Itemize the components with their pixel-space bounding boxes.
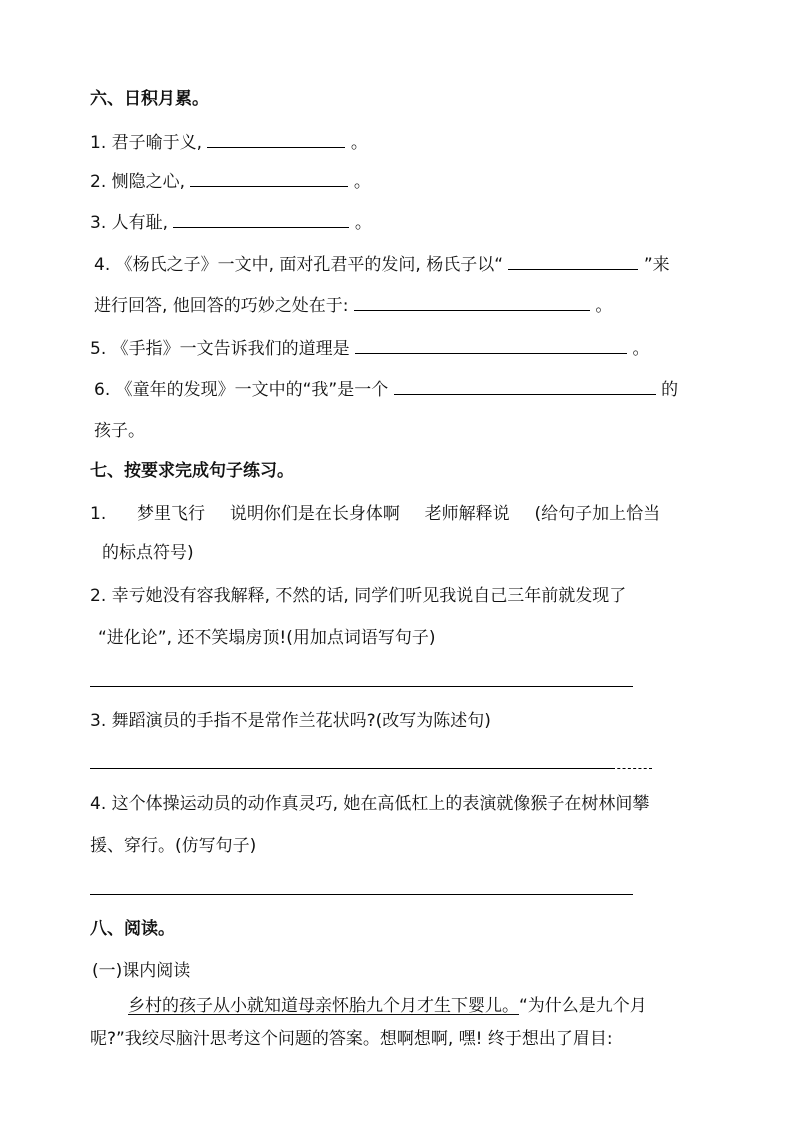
q7-2: 2. 幸亏她没有容我解释, 不然的话, 同学们听见我说自己三年前就发现了 <box>90 586 627 606</box>
reading-paragraph-line1 <box>128 995 647 1017</box>
q6-4-text: 4. 《杨氏之子》一文中, 面对孔君平的发问, 杨氏子以“ <box>94 255 504 275</box>
q6-6-text: 6. 《童年的发现》一文中的“我”是一个 <box>94 380 389 400</box>
q6-4-line2 <box>94 294 612 317</box>
q6-5-end: 。 <box>632 339 650 359</box>
q6-2 <box>90 170 371 193</box>
q7-1-line2: 的标点符号) <box>102 543 194 563</box>
answer-line-dashed-end <box>612 768 652 769</box>
answer-blank[interactable] <box>207 131 345 148</box>
answer-blank[interactable] <box>190 170 348 187</box>
answer-blank[interactable] <box>394 378 656 395</box>
q6-2-text: 2. 恻隐之心, <box>90 172 186 192</box>
q7-4: 4. 这个体操运动员的动作真灵巧, 她在高低杠上的表演就像猴子在树林间攀 <box>90 794 650 814</box>
answer-blank[interactable] <box>508 253 638 270</box>
q6-2-end: 。 <box>353 172 371 192</box>
q6-1-end: 。 <box>350 133 368 153</box>
q6-4b-end: 。 <box>595 296 613 316</box>
section-6-title: 六、日积月累。 <box>90 89 209 109</box>
q6-1 <box>90 131 368 154</box>
q7-4-line2: 援、穿行。(仿写句子) <box>90 836 257 856</box>
q7-1-num: 1. <box>90 504 107 524</box>
q7-2-line2: “进化论”, 还不笑塌房顶!(用加点词语写句子) <box>98 628 436 648</box>
q6-3-end: 。 <box>354 213 372 233</box>
q6-4-end: ”来 <box>643 255 670 275</box>
section-7-title: 七、按要求完成句子练习。 <box>90 461 294 481</box>
q6-3 <box>90 211 372 234</box>
q6-1-text: 1. 君子喻于义, <box>90 133 203 153</box>
section-8-title: 八、阅读。 <box>90 919 175 939</box>
answer-line[interactable] <box>90 894 633 895</box>
q7-1-part-b: 说明你们是在长身体啊 <box>229 504 400 524</box>
section-8-subtitle: (一)课内阅读 <box>92 961 191 981</box>
q6-3-text: 3. 人有耻, <box>90 213 169 233</box>
q6-6-line2: 孩子。 <box>94 421 145 441</box>
answer-blank[interactable] <box>355 337 627 354</box>
answer-line[interactable] <box>90 686 633 687</box>
paragraph-text: “为什么是九个月 <box>519 996 647 1016</box>
q6-5-text: 5. 《手指》一文告诉我们的道理是 <box>90 339 350 359</box>
q7-1-part-c: 老师解释说 <box>424 504 510 524</box>
q6-5 <box>90 337 649 360</box>
q6-4b-text: 进行回答, 他回答的巧妙之处在于: <box>94 296 349 316</box>
q7-1 <box>90 503 660 525</box>
q6-4 <box>94 253 670 276</box>
q7-1-part-a: 梦里飞行 <box>137 504 206 524</box>
q6-6 <box>94 378 678 401</box>
answer-line[interactable] <box>90 768 612 769</box>
underlined-sentence: 乡村的孩子从小就知道母亲怀胎九个月才生下婴儿。 <box>128 996 519 1016</box>
q7-1-instruction: (给句子加上恰当 <box>534 504 661 524</box>
q6-6-end: 的 <box>661 380 679 400</box>
answer-blank[interactable] <box>173 211 349 228</box>
answer-blank[interactable] <box>354 294 590 311</box>
reading-paragraph-line2: 呢?”我绞尽脑汁思考这个问题的答案。想啊想啊, 嘿! 终于想出了眉目: <box>90 1029 613 1049</box>
q7-3: 3. 舞蹈演员的手指不是常作兰花状吗?(改写为陈述句) <box>90 711 491 731</box>
